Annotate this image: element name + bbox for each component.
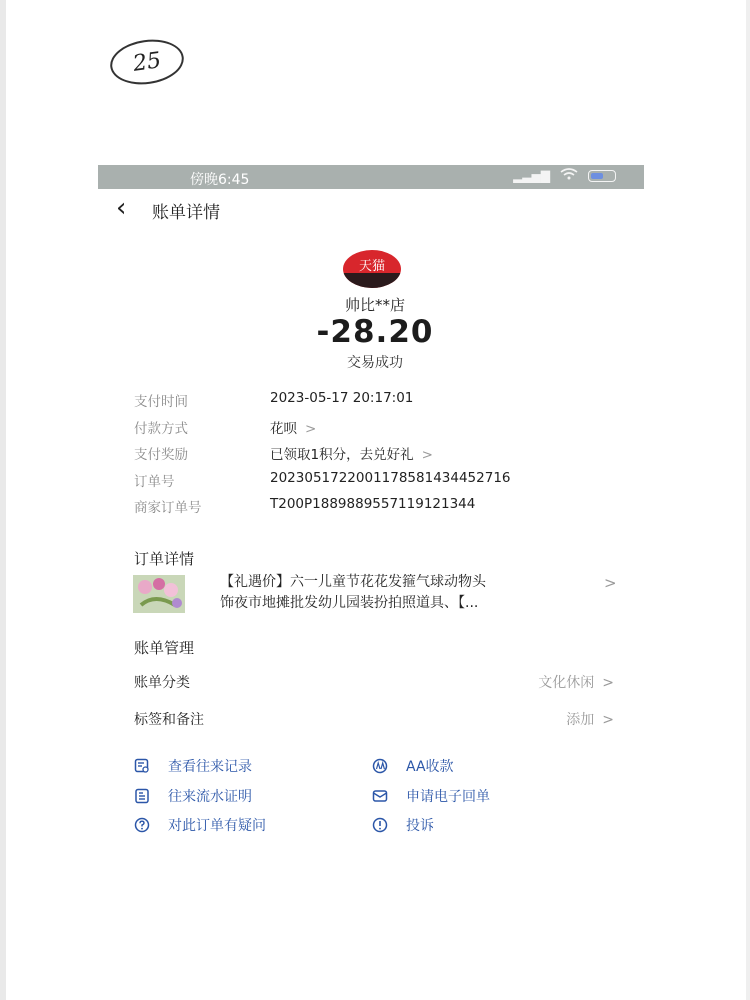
- detail-row-pay-time: [134, 390, 634, 410]
- logo-band: [343, 273, 401, 288]
- detail-label: 支付时间: [134, 394, 188, 410]
- back-arrow-icon[interactable]: ‹: [116, 193, 127, 223]
- action-label: AA收款: [406, 759, 454, 775]
- transaction-amount: -28.20: [316, 314, 434, 350]
- chevron-right-icon: >: [421, 447, 433, 463]
- page-title: 账单详情: [152, 203, 220, 223]
- action-label: 往来流水证明: [168, 789, 252, 805]
- record-icon: [134, 758, 150, 774]
- mgmt-value: 文化休闲: [538, 675, 595, 691]
- detail-value-wrap[interactable]: [270, 417, 316, 437]
- scan-edge-right: [746, 0, 750, 1000]
- complaint-icon: [372, 817, 388, 833]
- detail-value: 2023-05-17 20:17:01: [270, 390, 414, 406]
- signal-icon: ▂▃▅▇: [513, 168, 550, 183]
- mgmt-value-wrap: [566, 709, 614, 729]
- action-label: 对此订单有疑问: [168, 818, 266, 834]
- detail-row-reward[interactable]: [134, 443, 634, 463]
- chevron-right-icon: >: [604, 574, 617, 592]
- product-title-line1: 【礼遇价】六一儿童节花花发箍气球动物头: [220, 574, 486, 590]
- chevron-right-icon: >: [305, 421, 317, 437]
- product-title-line2: 饰夜市地摊批发幼儿园装扮拍照道具、【...: [220, 595, 479, 611]
- product-title[interactable]: [220, 572, 590, 614]
- aa-icon: [372, 758, 388, 774]
- detail-label: 付款方式: [134, 421, 188, 437]
- handwritten-note-text: 25: [131, 47, 163, 77]
- detail-value: T200P1889889557119121344: [270, 496, 476, 512]
- mgmt-value-wrap: [538, 672, 614, 692]
- detail-value-wrap[interactable]: [270, 443, 433, 463]
- tags-notes-row[interactable]: [134, 709, 614, 731]
- status-icons: [513, 168, 616, 183]
- action-label: 投诉: [406, 818, 434, 834]
- action-label: 查看往来记录: [168, 759, 252, 775]
- chevron-right-icon: >: [602, 712, 614, 728]
- mgmt-value: 添加: [566, 712, 595, 728]
- detail-row-merchant-order-no: [134, 496, 634, 516]
- management-section-title: 账单管理: [134, 639, 195, 657]
- envelope-icon: [372, 788, 388, 804]
- bill-category-row[interactable]: [134, 672, 614, 694]
- nav-bar: [112, 194, 632, 224]
- question-icon: [134, 817, 150, 833]
- tmall-logo: [343, 250, 401, 288]
- detail-label: 订单号: [134, 474, 175, 490]
- battery-icon: [588, 170, 616, 182]
- chevron-right-icon: >: [602, 675, 614, 691]
- detail-value: 花呗: [270, 421, 297, 437]
- order-section-title: 订单详情: [134, 550, 195, 568]
- mgmt-label: 账单分类: [134, 675, 190, 691]
- statement-icon: [134, 788, 150, 804]
- logo-text: 天猫: [358, 259, 385, 274]
- transaction-status: 交易成功: [347, 355, 403, 371]
- detail-label: 支付奖励: [134, 447, 188, 463]
- action-label: 申请电子回单: [406, 789, 490, 805]
- wifi-icon: [560, 168, 578, 183]
- handwritten-page-number: [107, 35, 186, 89]
- product-thumbnail[interactable]: [133, 575, 185, 613]
- status-bar: [98, 165, 644, 189]
- detail-value: 已领取1积分，去兑好礼: [270, 447, 414, 463]
- detail-value: 2023051722001178581434452716: [270, 470, 511, 486]
- mgmt-label: 标签和备注: [134, 712, 204, 728]
- detail-row-order-no: [134, 470, 634, 490]
- status-time: 傍晚6:45: [190, 172, 250, 188]
- detail-row-pay-method[interactable]: [134, 417, 634, 437]
- merchant-name: 帅比**店: [344, 296, 405, 314]
- scan-edge-left: [0, 0, 6, 1000]
- detail-label: 商家订单号: [134, 500, 202, 516]
